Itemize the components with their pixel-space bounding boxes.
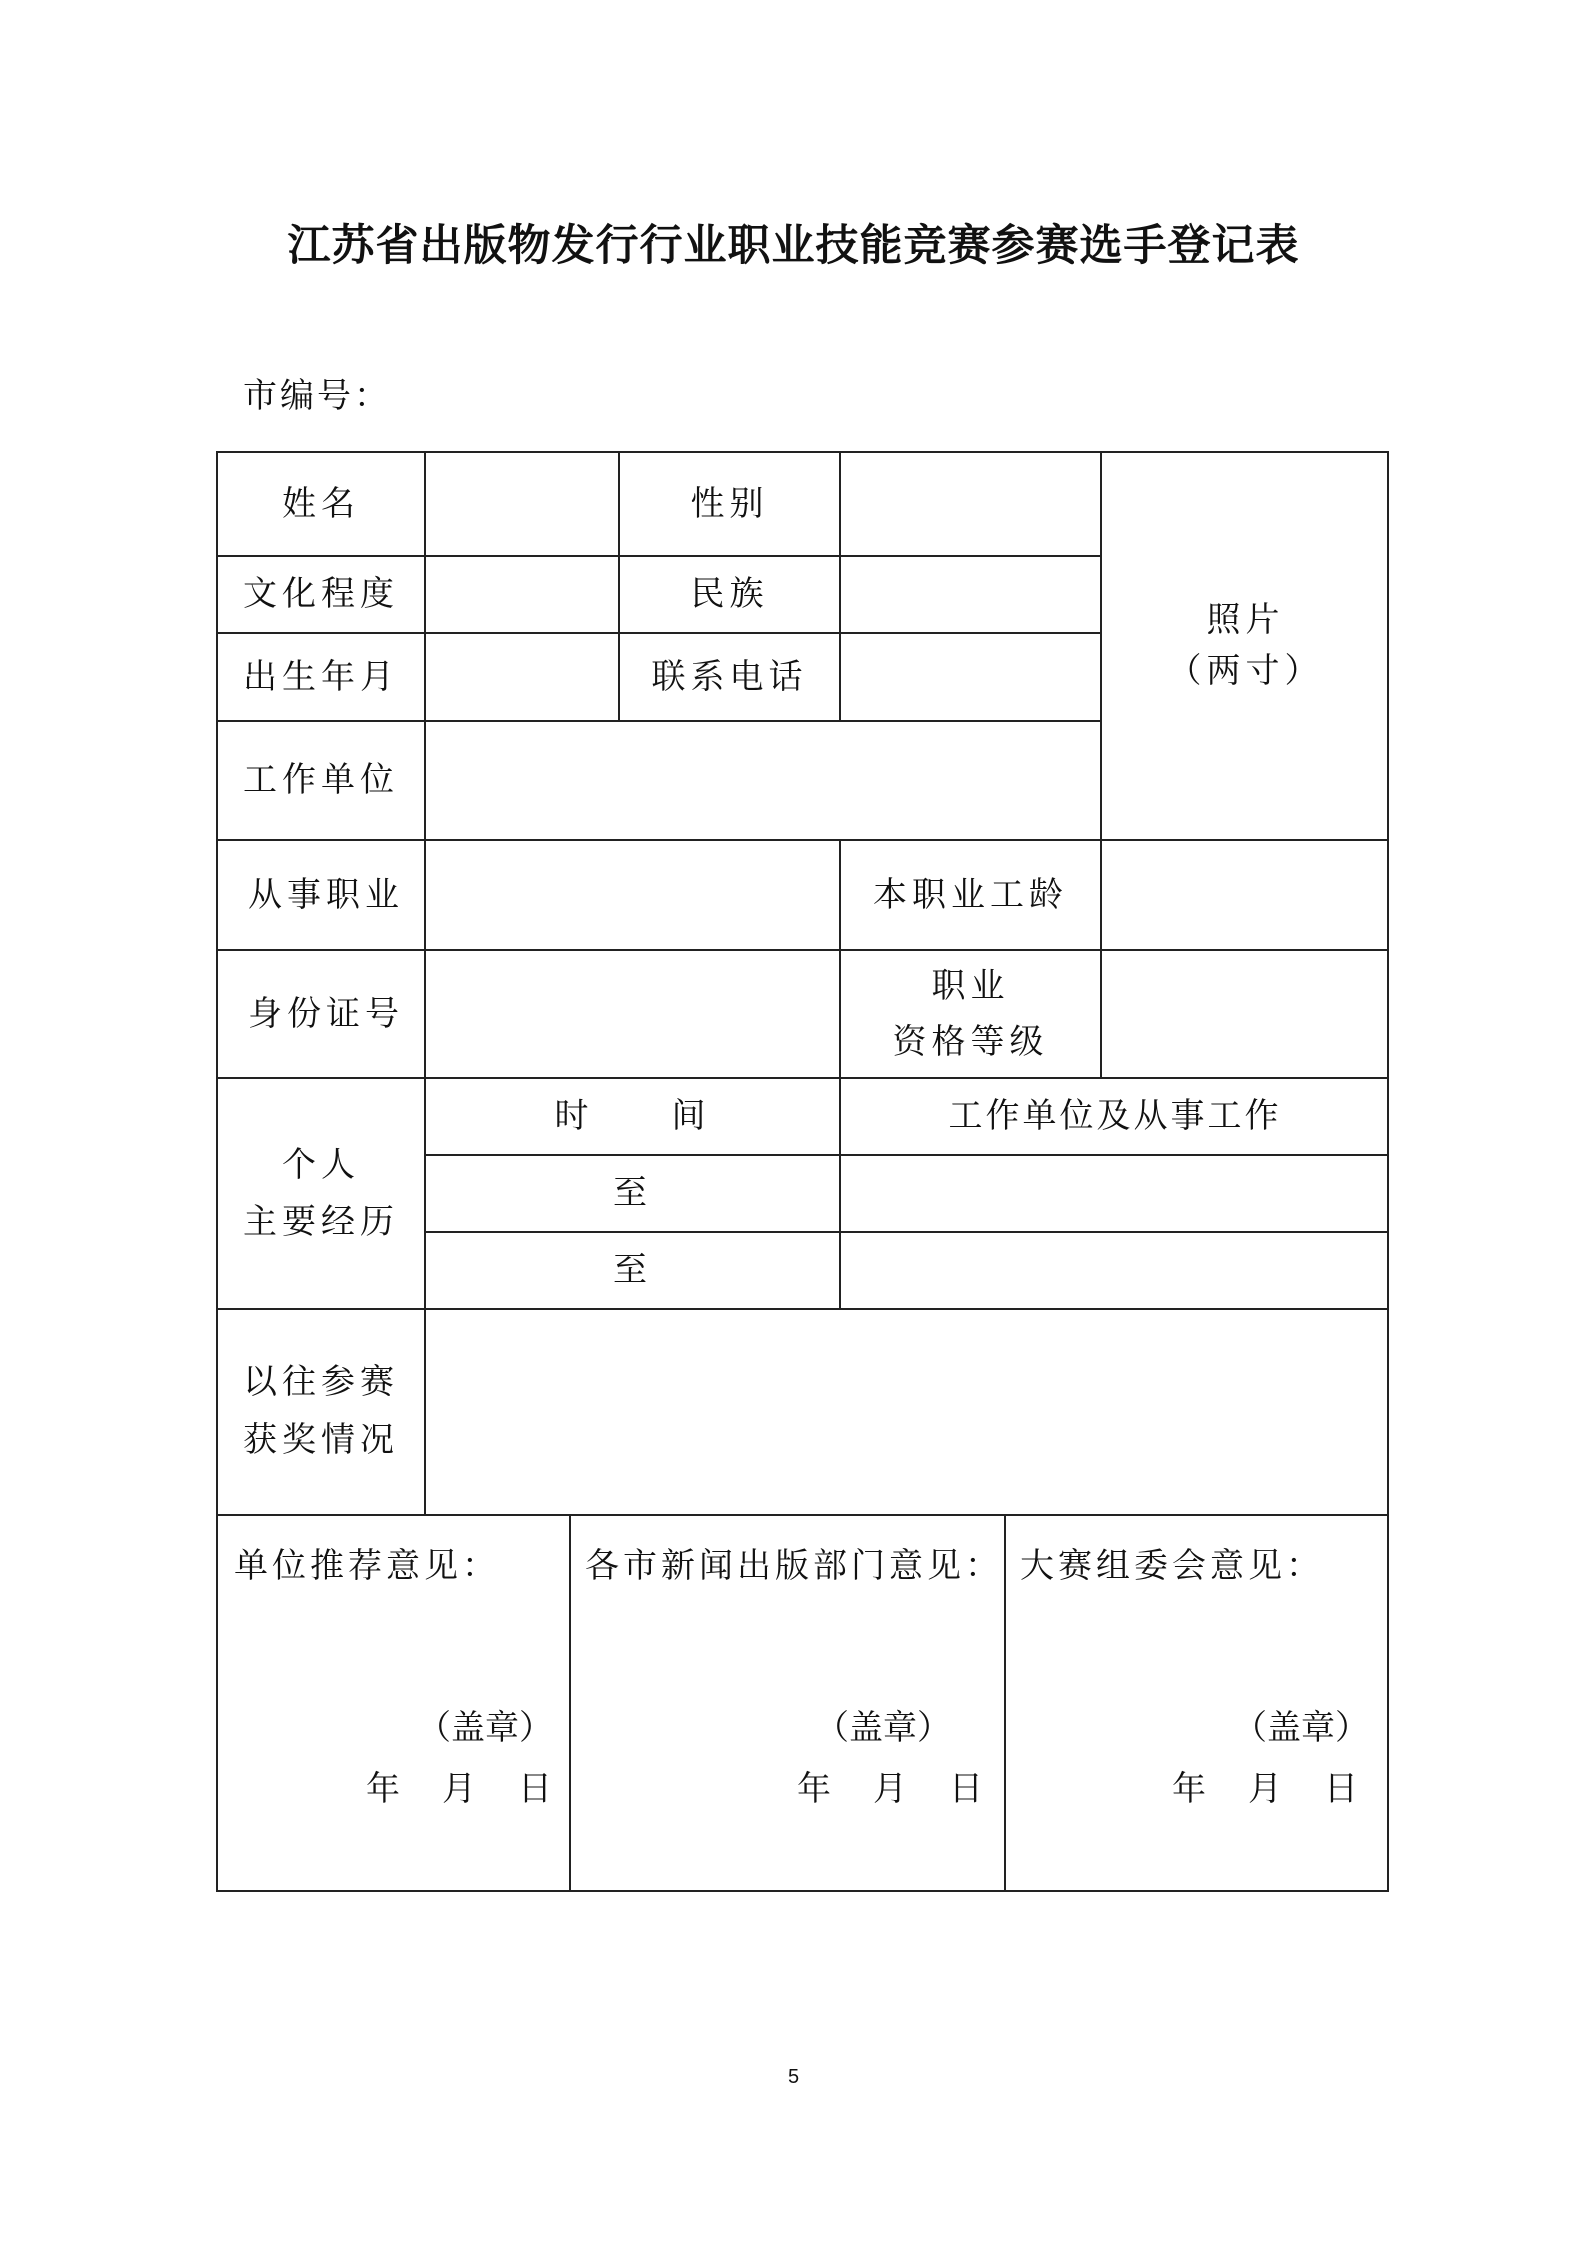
gender-label: 性别: [690, 483, 769, 524]
phone-label: 联系电话: [651, 656, 808, 697]
page-number: 5: [787, 2066, 800, 2088]
experience-work-1[interactable]: [841, 1156, 1389, 1231]
unit-seal: （盖章）: [417, 1708, 553, 1748]
experience-label: 个人 主要经历: [243, 1145, 399, 1242]
phone-field[interactable]: [841, 634, 1100, 720]
id-number-field[interactable]: [426, 951, 839, 1077]
education-field[interactable]: [426, 557, 618, 632]
committee-opinion-box[interactable]: [1006, 1516, 1389, 1892]
gender-field[interactable]: [841, 453, 1100, 555]
unit-date: 年 月 日: [366, 1769, 552, 1809]
period-header: 时 间: [554, 1096, 711, 1136]
birth-label: 出生年月: [243, 656, 399, 697]
qualification-label: 职业 资格等级: [892, 965, 1049, 1062]
seniority-field[interactable]: [1102, 841, 1389, 949]
occupation-field[interactable]: [426, 841, 839, 949]
occupation-label: 从事职业: [248, 874, 404, 915]
city-number-label: 市编号：: [243, 376, 391, 416]
seniority-label: 本职业工龄: [873, 874, 1068, 915]
qualification-field[interactable]: [1102, 951, 1389, 1077]
experience-period-2[interactable]: 至: [613, 1250, 652, 1290]
committee-date: 年 月 日: [1172, 1769, 1358, 1809]
committee-seal: （盖章）: [1233, 1708, 1369, 1748]
education-label: 文化程度: [243, 574, 399, 614]
unit-opinion-box[interactable]: [218, 1516, 569, 1892]
employer-field[interactable]: [426, 722, 1100, 839]
name-field[interactable]: [426, 453, 618, 555]
photo-placeholder[interactable]: 照片 （两寸）: [1167, 600, 1324, 691]
birth-field[interactable]: [426, 634, 618, 720]
registration-table: [216, 451, 1389, 1892]
city-press-opinion-title: 各市新闻出版部门意见：: [585, 1546, 1003, 1586]
experience-period-1[interactable]: 至: [613, 1173, 652, 1213]
ethnicity-label: 民族: [690, 574, 769, 614]
id-number-label: 身份证号: [248, 993, 404, 1034]
city-press-seal: （盖章）: [815, 1708, 951, 1748]
committee-opinion-title: 大赛组委会意见：: [1020, 1546, 1324, 1586]
ethnicity-field[interactable]: [841, 557, 1100, 632]
experience-work-2[interactable]: [841, 1233, 1389, 1308]
awards-label: 以往参赛 获奖情况: [243, 1362, 399, 1460]
employer-label: 工作单位: [243, 760, 399, 800]
work-header: 工作单位及从事工作: [948, 1096, 1282, 1136]
city-press-date: 年 月 日: [797, 1769, 983, 1809]
name-label: 姓名: [282, 483, 360, 524]
awards-field[interactable]: [426, 1310, 1389, 1514]
form-title: 江苏省出版物发行行业职业技能竞赛参赛选手登记表: [287, 221, 1300, 271]
city-press-opinion-box[interactable]: [571, 1516, 1004, 1892]
unit-opinion-title: 单位推荐意见：: [234, 1546, 500, 1586]
